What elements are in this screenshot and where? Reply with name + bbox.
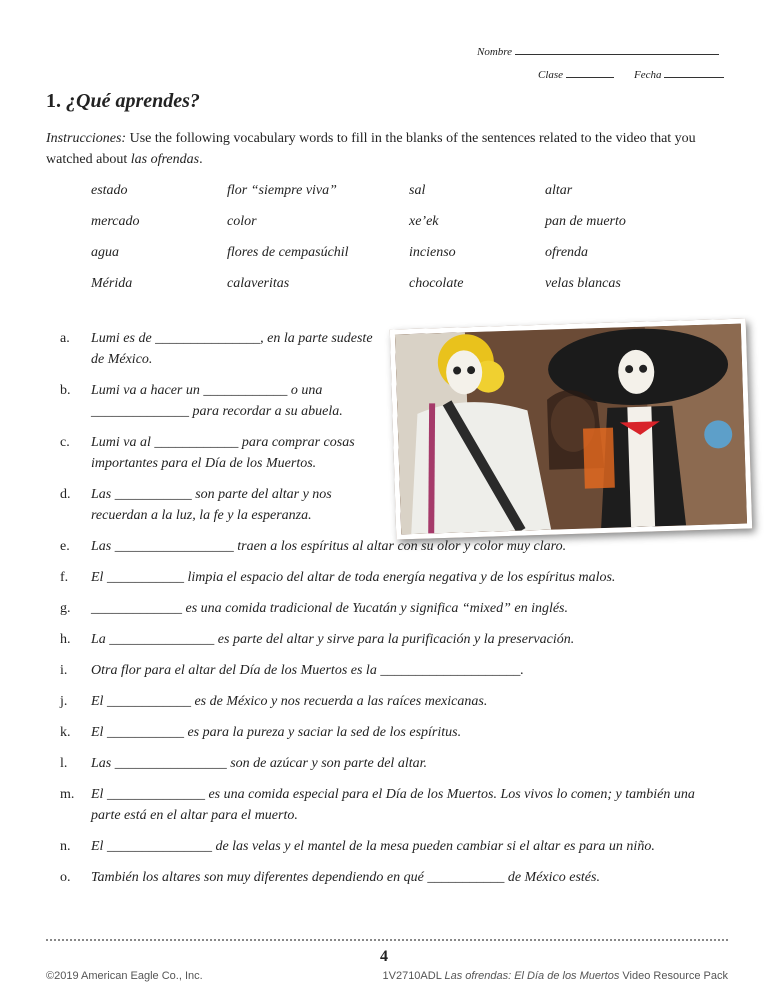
item-letter: a. xyxy=(60,331,70,346)
item-sentence[interactable]: El ______________ es una comida especial para el Día de los Muertos. Los vivos lo comen; y también una parte está en el altar para el muerto. xyxy=(91,787,695,823)
item-letter: o. xyxy=(60,870,71,885)
item-sentence[interactable]: La _______________ es parte del altar y sirve para la purificación y la preservación. xyxy=(91,632,575,647)
copyright: ©2019 American Eagle Co., Inc. xyxy=(46,970,203,982)
item-letter: m. xyxy=(60,787,75,802)
fill-in-item xyxy=(60,660,736,681)
vocab-word: mercado xyxy=(91,214,140,229)
item-sentence[interactable]: El ___________ es para la pureza y saciar la sed de los espíritus. xyxy=(91,725,462,740)
item-letter: i. xyxy=(60,663,68,678)
item-sentence[interactable]: Las ________________ son de azúcar y son parte del altar. xyxy=(91,756,427,771)
item-sentence[interactable]: Otra flor para el altar del Día de los Muertos es la ____________________. xyxy=(91,663,524,678)
item-letter: f. xyxy=(60,570,69,585)
item-sentence[interactable]: Lumi va al ____________ para comprar cosas importantes para el Día de los Muertos. xyxy=(91,435,355,471)
resource-title: 1V2710ADL Las ofrendas: El Día de los Muertos Video Resource Pack xyxy=(382,970,728,982)
vocab-word: xe’ek xyxy=(409,214,439,229)
vocab-word: flores de cempasúchil xyxy=(227,245,349,260)
vocab-word: velas blancas xyxy=(545,276,621,291)
vocab-word: estado xyxy=(91,183,128,198)
item-sentence[interactable]: Lumi es de _______________, en la parte sudeste de México. xyxy=(91,331,373,367)
item-sentence[interactable]: También los altares son muy diferentes dependiendo en qué ___________ de México estés. xyxy=(91,870,600,885)
name-field[interactable]: Nombre xyxy=(477,44,719,58)
item-sentence[interactable]: El _______________ de las velas y el mantel de la mesa pueden cambiar si el altar es para un niño. xyxy=(91,839,655,854)
vocab-word: flor “siempre viva” xyxy=(227,183,337,198)
item-sentence[interactable]: Lumi va a hacer un ____________ o una ______________ para recordar a su abuela. xyxy=(91,383,343,419)
item-letter: d. xyxy=(60,487,71,502)
photo-catrinas xyxy=(390,318,752,539)
item-letter: l. xyxy=(60,756,68,771)
fill-in-item xyxy=(60,867,736,888)
vocab-word: agua xyxy=(91,245,119,260)
vocab-word: incienso xyxy=(409,245,456,260)
item-letter: h. xyxy=(60,632,71,647)
item-letter: b. xyxy=(60,383,71,398)
item-letter: c. xyxy=(60,435,70,450)
item-sentence[interactable]: El ___________ limpia el espacio del altar de toda energía negativa y de los espíritus malos. xyxy=(91,570,616,585)
item-letter: e. xyxy=(60,539,70,554)
item-letter: n. xyxy=(60,839,71,854)
item-letter: k. xyxy=(60,725,71,740)
item-letter: j. xyxy=(60,694,68,709)
fill-in-item xyxy=(60,598,736,619)
fill-in-item xyxy=(60,629,736,650)
fill-in-item xyxy=(60,567,736,588)
section-title: 1. ¿Qué aprendes? xyxy=(46,90,200,112)
fill-in-item xyxy=(60,722,736,743)
fill-in-item xyxy=(60,753,736,774)
date-field[interactable]: Fecha xyxy=(634,67,724,81)
vocab-word: color xyxy=(227,214,257,229)
class-field[interactable]: Clase xyxy=(538,67,614,81)
instructions: Instrucciones: Use the following vocabulary words to fill in the blanks of the sentences related to the video that you watched about las ofrendas. xyxy=(46,131,696,167)
vocab-word: altar xyxy=(545,183,573,198)
fill-in-item xyxy=(60,691,736,712)
vocab-word: chocolate xyxy=(409,276,464,291)
fill-in-item xyxy=(60,784,736,826)
divider xyxy=(46,939,728,941)
vocabulary-list xyxy=(91,180,736,304)
item-sentence[interactable]: El ____________ es de México y nos recuerda a las raíces mexicanas. xyxy=(91,694,488,709)
vocab-word: pan de muerto xyxy=(545,214,626,229)
fill-in-item xyxy=(60,836,736,857)
item-letter: g. xyxy=(60,601,71,616)
vocab-word: sal xyxy=(409,183,426,198)
vocab-word: calaveritas xyxy=(227,276,290,291)
page-number: 4 xyxy=(380,948,388,965)
item-sentence[interactable]: _____________ es una comida tradicional de Yucatán y significa “mixed” en inglés. xyxy=(91,601,569,616)
vocab-word: ofrenda xyxy=(545,245,589,260)
item-sentence[interactable]: Las _________________ traen a los espíritus al altar con su olor y color muy claro. xyxy=(91,539,567,554)
vocab-word: Mérida xyxy=(91,276,133,291)
item-sentence[interactable]: Las ___________ son parte del altar y nos recuerdan a la luz, la fe y la esperanza. xyxy=(91,487,332,523)
